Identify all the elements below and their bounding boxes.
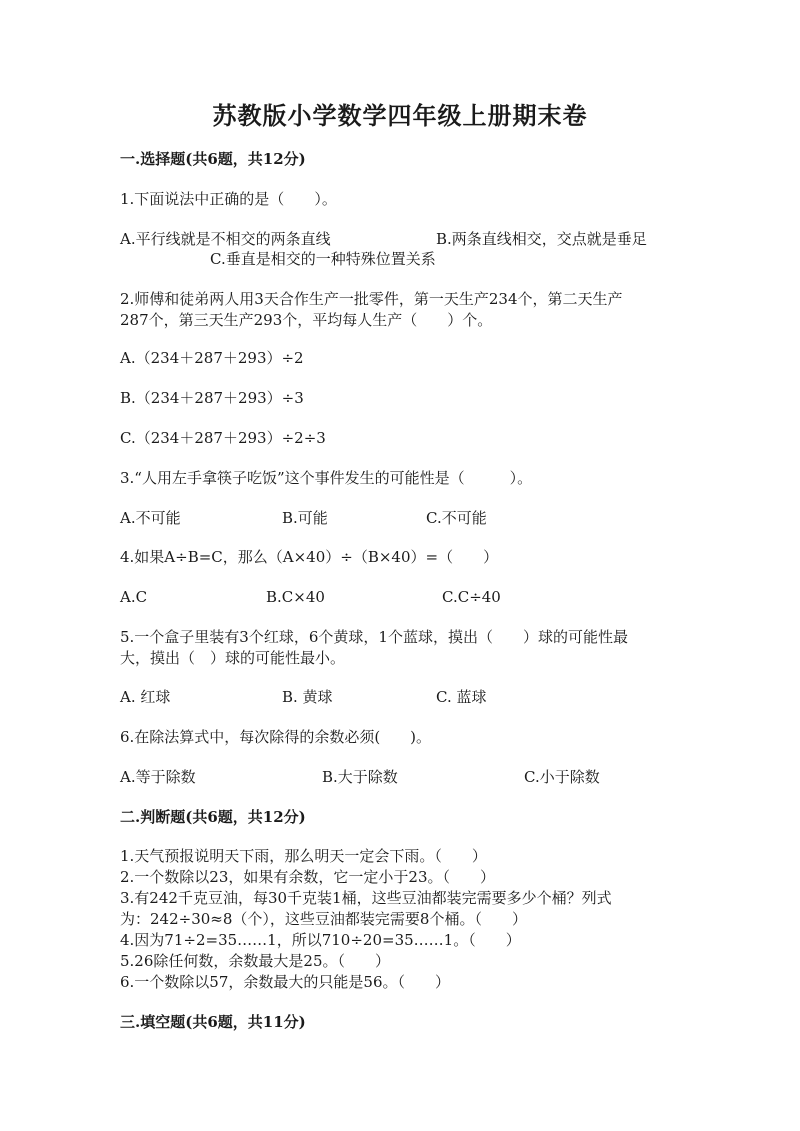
judgement-item-3-line1: 3.有242千克豆油，每30千克装1桶，这些豆油都装完需要多少个桶？列式 [120, 889, 612, 907]
question-6-option-b: B.大于除数 [322, 768, 398, 786]
judgement-item-3-line2: 为：242÷30≈8（个），这些豆油都装完需要8个桶。（ ） [120, 910, 527, 928]
page-title: 苏教版小学数学四年级上册期末卷 [212, 101, 588, 130]
judgement-item-6: 6.一个数除以57，余数最大的只能是56。（ ） [120, 973, 450, 991]
question-3-stem: 3.“人用左手拿筷子吃饭”这个事件发生的可能性是（ ）。 [120, 469, 533, 487]
question-2-option-b: B.（234＋287＋293）÷3 [120, 389, 304, 407]
question-1-option-b: B.两条直线相交，交点就是垂足 [436, 230, 647, 248]
section-heading-judgement: 二.判断题(共6题，共12分) [120, 808, 306, 826]
question-4-option-a: A.C [120, 588, 148, 606]
judgement-item-4: 4.因为71÷2=35……1，所以710÷20=35……1。（ ） [120, 931, 521, 949]
question-2-option-c: C.（234＋287＋293）÷2÷3 [120, 429, 326, 447]
question-2-option-a: A.（234＋287＋293）÷2 [120, 349, 304, 367]
question-2-stem-line1: 2.师傅和徒弟两人用3天合作生产一批零件，第一天生产234个，第二天生产 [120, 290, 623, 308]
section-heading-choice: 一.选择题(共6题，共12分) [120, 150, 306, 168]
question-5-option-a: A. 红球 [120, 688, 171, 706]
question-1-option-c: C.垂直是相交的一种特殊位置关系 [210, 250, 436, 268]
question-4-option-c: C.C÷40 [442, 588, 501, 606]
question-6-option-c: C.小于除数 [524, 768, 600, 786]
question-6-option-a: A.等于除数 [120, 768, 196, 786]
question-5-option-c: C. 蓝球 [436, 688, 487, 706]
judgement-item-2: 2.一个数除以23，如果有余数，它一定小于23。（ ） [120, 868, 495, 886]
question-5-stem-line1: 5.一个盒子里装有3个红球，6个黄球，1个蓝球，摸出（ ）球的可能性最 [120, 628, 628, 646]
question-3-option-c: C.不可能 [426, 509, 487, 527]
question-4-stem: 4.如果A÷B=C，那么（A×40）÷（B×40）=（ ） [120, 548, 499, 566]
question-4-option-b: B.C×40 [266, 588, 325, 606]
question-5-option-b: B. 黄球 [282, 688, 333, 706]
question-3-option-a: A.不可能 [120, 509, 181, 527]
question-1-option-a: A.平行线就是不相交的两条直线 [120, 230, 331, 248]
section-heading-fill-blank: 三.填空题(共6题，共11分) [120, 1013, 306, 1031]
question-5-stem-line2: 大，摸出（ ）球的可能性最小。 [120, 649, 346, 667]
judgement-item-5: 5.26除任何数，余数最大是25。（ ） [120, 952, 390, 970]
question-3-option-b: B.可能 [282, 509, 328, 527]
question-6-stem: 6.在除法算式中，每次除得的余数必须( )。 [120, 728, 432, 746]
question-1-stem: 1.下面说法中正确的是（ ）。 [120, 190, 337, 208]
judgement-item-1: 1.天气预报说明天下雨，那么明天一定会下雨。（ ） [120, 847, 487, 865]
question-2-stem-line2: 287个，第三天生产293个，平均每人生产（ ）个。 [120, 311, 493, 329]
